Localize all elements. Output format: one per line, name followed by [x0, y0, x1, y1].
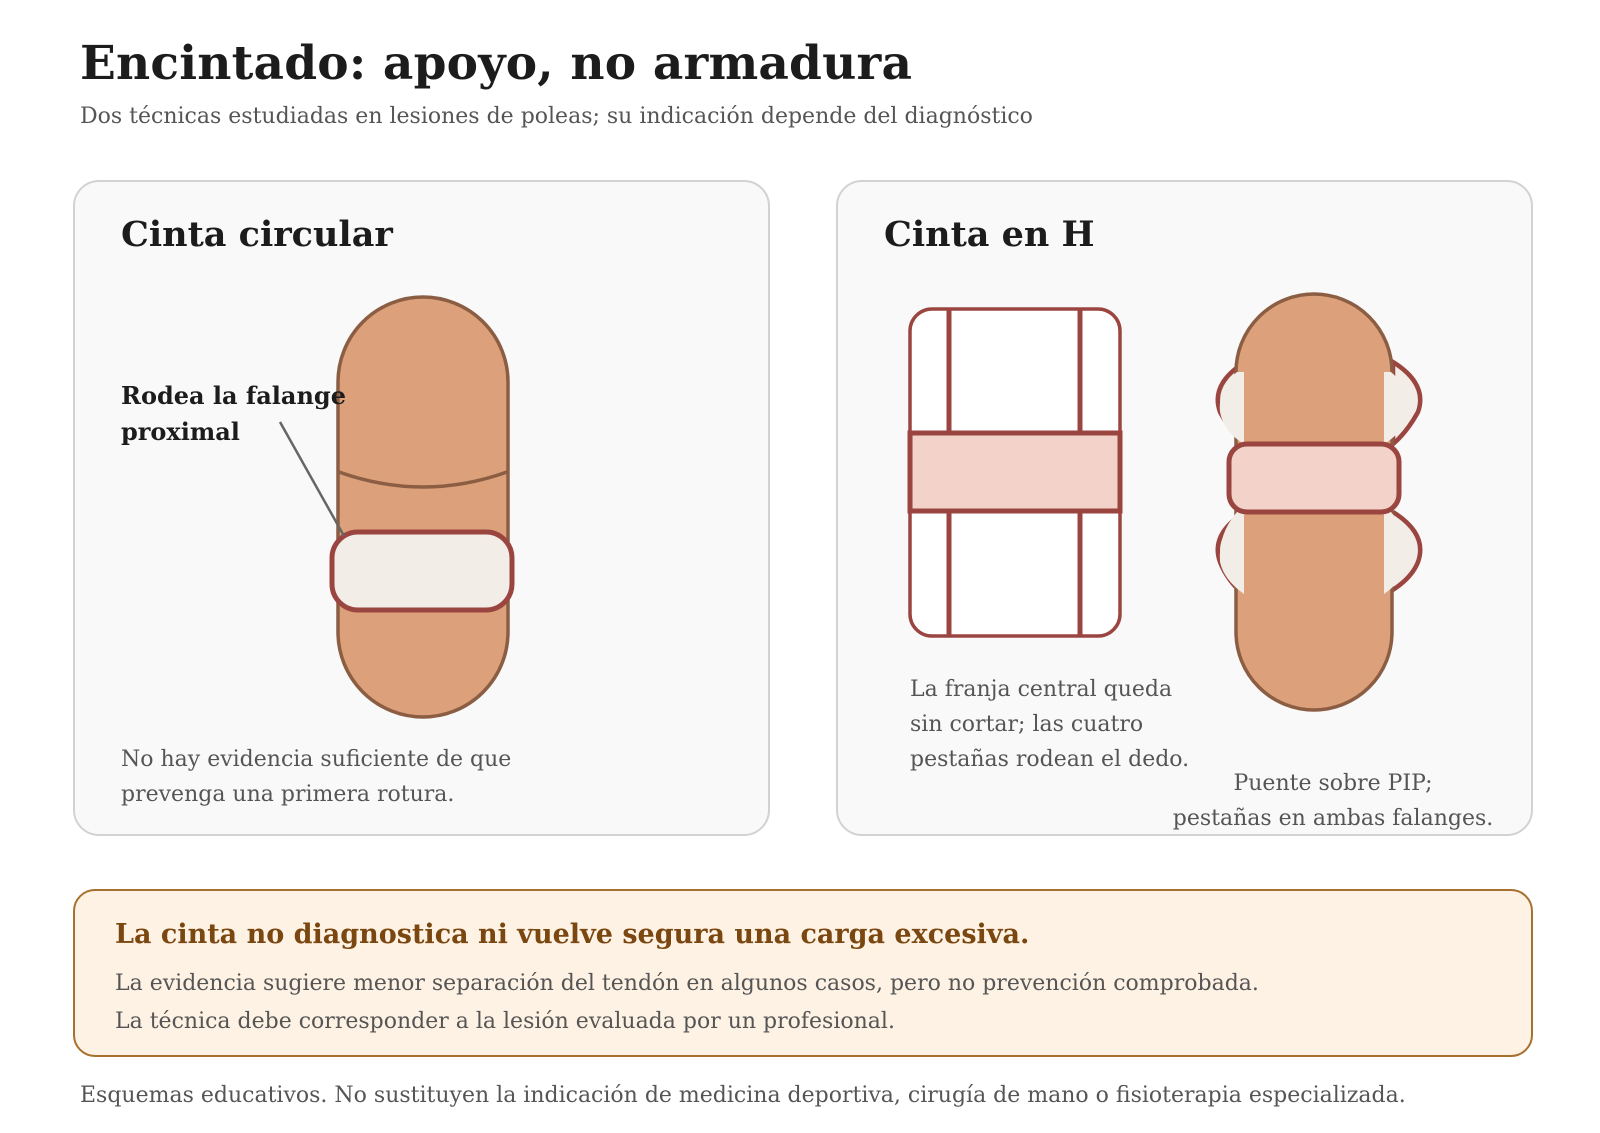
h-tape-finger — [1218, 294, 1420, 710]
h-tape-finger-note: Puente sobre PIP; pestañas en ambas falanges. — [1172, 771, 1494, 831]
warning-line: La evidencia sugiere menor separación del tendón en algunos casos, pero no prevención comprobada. — [115, 971, 1259, 996]
panel-title-h: Cinta en H — [884, 214, 1095, 255]
page-title: Encintado: apoyo, no armadura — [80, 36, 913, 91]
h-tape-center-strip — [910, 433, 1120, 511]
h-tape-bridge — [1229, 444, 1399, 512]
circular-evidence-note: No hay evidencia suficiente de que prevenga una primera rotura. — [121, 747, 512, 807]
circular-tape-band — [332, 532, 512, 610]
h-tape-diagram-note: La franja central queda sin cortar; las cuatro pestañas rodean el dedo. — [910, 677, 1190, 772]
page-subtitle: Dos técnicas estudiadas en lesiones de poleas; su indicación depende del diagnóstico — [80, 104, 1033, 129]
finger-shape — [338, 297, 508, 717]
h-tape-flat-diagram — [910, 309, 1120, 636]
panel-circular-tape — [73, 180, 770, 836]
warning-title: La cinta no diagnostica ni vuelve segura una carga excesiva. — [115, 919, 1030, 950]
footer-disclaimer: Esquemas educativos. No sustituyen la indicación de medicina deportiva, cirugía de mano o fisioterapia especializada. — [80, 1083, 1406, 1108]
panel-h-tape — [836, 180, 1533, 836]
warning-box — [73, 889, 1533, 1057]
warning-line: La técnica debe corresponder a la lesión evaluada por un profesional. — [115, 1009, 895, 1034]
circular-tape-illustration — [75, 182, 772, 838]
panel-title-circular: Cinta circular — [121, 214, 393, 255]
callout-proximal-phalanx: Rodea la falange proximal — [121, 381, 346, 446]
